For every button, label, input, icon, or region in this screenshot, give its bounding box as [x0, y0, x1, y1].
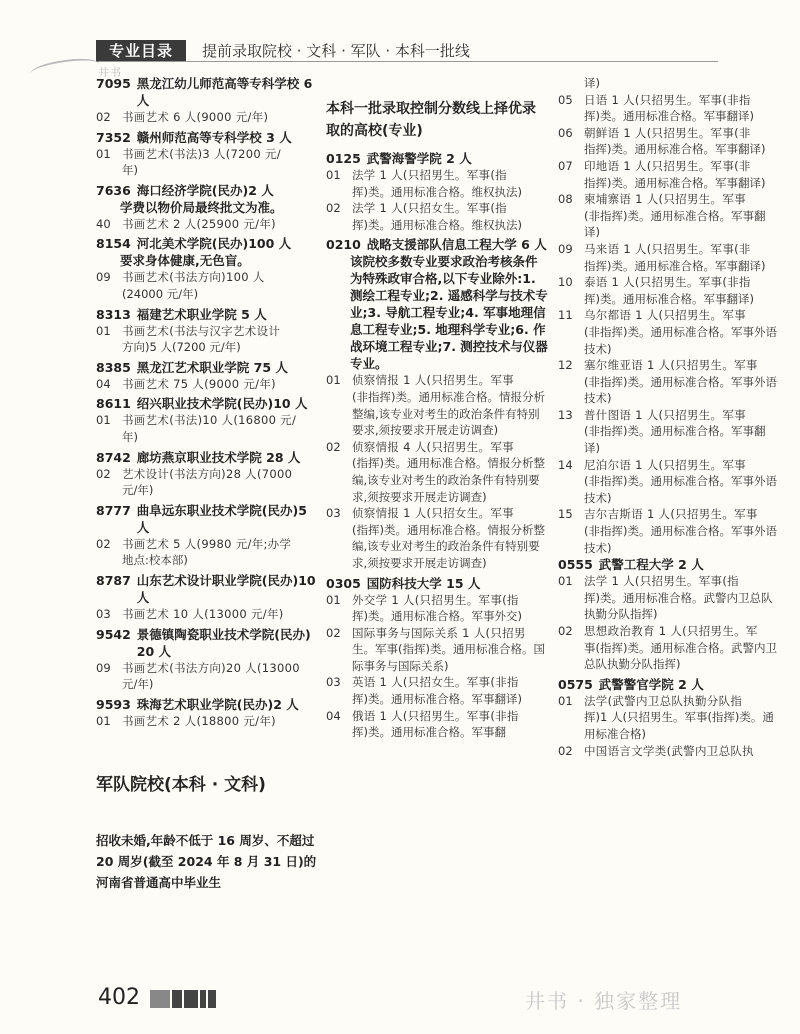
major-text: 书画艺术(书法方向)20 人(13000 — [122, 660, 300, 675]
school-entry — [96, 502, 318, 569]
major-code: 02 — [96, 110, 111, 124]
major-code: 02 — [558, 624, 573, 638]
major-code: 03 — [326, 675, 341, 690]
school-heading — [96, 696, 318, 713]
school-heading — [96, 306, 318, 323]
major-text-cont: 指挥)类。通用标准合格。军事翻译) — [584, 258, 766, 273]
major-item — [558, 743, 780, 760]
major-text: 侦察情报 1 人(只招男生。军事 — [352, 373, 514, 388]
major-text: 书画艺术(书法方向)100 人 — [122, 270, 265, 285]
major-list-3 — [558, 92, 780, 557]
major-text-cont: 指挥)类。通用标准合格。军事翻译) — [584, 142, 766, 157]
major-code: 02 — [96, 466, 111, 481]
school-code: 8742 — [96, 449, 131, 465]
major-text: 日语 1 人(只招男生。军事(非指 — [584, 92, 751, 107]
major-text: 法学(武警内卫总队执勤分队指 — [584, 693, 743, 708]
major-text-cont: 方向)5 人(7200 元/年) — [122, 340, 241, 355]
major-item — [558, 357, 780, 374]
major-text: 国际事务与国际关系 1 人(只招男 — [352, 625, 526, 640]
school-name: 景德镇陶瓷职业技术学院(民办) 20 人 — [136, 626, 311, 659]
major-text: 书画艺术 10 人(13000 元/年) — [122, 606, 284, 621]
school-entry — [326, 236, 548, 571]
school-note: 要求身体健康,无色盲。 — [120, 253, 250, 269]
military-section-desc: 招收未婚,年龄不低于 16 周岁、不超过 20 周岁(截至 2024 年 8 月 31 日)的河南省普通高中毕业生 — [96, 833, 317, 891]
major-code: 13 — [558, 407, 573, 422]
major-text-cont: 年) — [122, 429, 138, 444]
school-heading — [96, 449, 318, 466]
school-heading — [326, 236, 548, 253]
major-code: 09 — [558, 241, 573, 256]
school-entry — [326, 150, 548, 233]
school-code: 9593 — [96, 696, 131, 712]
major-text: 普什图语 1 人(只招男生。军事 — [584, 407, 746, 422]
major-item — [558, 623, 780, 640]
school-code: 8385 — [96, 359, 131, 375]
major-text-cont: 挥)类。通用标准合格。武警内卫总队执勤分队指挥) — [584, 590, 773, 622]
school-name: 黑龙江幼儿师范高等专科学校 6 人 — [136, 76, 313, 108]
major-item — [326, 505, 548, 522]
school-entry — [96, 626, 318, 693]
footer-watermark: 井书 · 独家整理 — [525, 989, 683, 1013]
decorative-swoosh — [29, 55, 101, 83]
school-note: 该院校多数专业要求政治考核条件为特殊政审合格,以下专业除外:1. 测绘工程专业;2. 遥感科学与技术专业;3. 导航工程专业;4. 军事地理信息工程专业;5. 地理科学专业;6. 作战环境工程专业;7. 测控技术与仪器专业。 — [350, 254, 548, 372]
school-heading — [558, 676, 780, 693]
major-text-cont: 挥)1 人(只招男生。军事(指挥)类。通用标准合格) — [584, 710, 774, 741]
major-item — [96, 536, 318, 553]
major-code: 03 — [326, 506, 341, 521]
major-item — [96, 412, 318, 429]
school-name: 武警警官学院 2 人 — [598, 676, 704, 692]
major-text-cont: (非指挥)类。通用标准合格。军事外语技术) — [584, 474, 777, 505]
school-code: 0210 — [326, 237, 361, 253]
major-text-cont: 元/年) — [122, 483, 154, 498]
major-text: 书画艺术 75 人(9000 元/年) — [122, 376, 276, 391]
school-heading — [96, 572, 318, 606]
major-code: 11 — [558, 308, 573, 323]
page-number: 402 — [98, 985, 140, 1010]
continued-text: 译) — [584, 76, 600, 90]
major-text-cont: 挥)类。通用标准合格。军事翻译) — [584, 109, 754, 124]
major-item — [326, 625, 548, 642]
major-item — [326, 592, 548, 609]
major-item — [558, 92, 780, 109]
major-item — [96, 466, 318, 483]
header-mark: 井书 — [98, 66, 122, 79]
school-heading — [96, 129, 318, 146]
major-code: 01 — [96, 146, 111, 161]
major-item — [558, 307, 780, 324]
school-code: 8313 — [96, 306, 131, 322]
major-item — [96, 606, 318, 623]
major-item — [96, 323, 318, 340]
major-item — [96, 713, 318, 730]
major-text: 书画艺术 2 人(18800 元/年) — [122, 713, 276, 728]
school-code: 8787 — [96, 572, 131, 588]
school-name: 国防科技大学 15 人 — [366, 575, 481, 591]
school-name: 绍兴职业技术学院(民办)10 人 — [136, 396, 308, 412]
school-code: 8777 — [96, 502, 131, 518]
major-code: 01 — [96, 713, 111, 728]
major-item — [326, 200, 548, 217]
major-text: 思想政治教育 1 人(只招男生。军 — [584, 624, 758, 638]
column-2 — [326, 92, 548, 744]
school-name: 福建艺术职业学院 5 人 — [136, 306, 267, 322]
major-text: 尼泊尔语 1 人(只招男生。军事 — [584, 457, 746, 472]
major-code: 12 — [558, 358, 573, 373]
school-heading — [326, 150, 548, 167]
school-entry — [96, 572, 318, 623]
major-text: 书画艺术 2 人(25900 元/年) — [122, 216, 276, 231]
school-heading — [558, 556, 780, 573]
major-text-cont: 生。军事(指挥)类。通用标准合格。国际事务与国际关系) — [352, 642, 545, 673]
header-subtitle: 提前录取院校 · 文科 · 军队 · 本科一批线 — [202, 42, 470, 60]
major-code: 01 — [326, 168, 341, 182]
school-name: 廊坊燕京职业技术学院 28 人 — [136, 449, 301, 465]
school-code: 9542 — [96, 626, 131, 642]
major-item — [96, 376, 318, 393]
major-text: 书画艺术 6 人(9000 元/年) — [122, 110, 269, 124]
major-text-cont: (非指挥)类。通用标准合格。军事外语技术) — [584, 324, 777, 356]
school-name: 河北美术学院(民办)100 人 — [136, 236, 292, 252]
major-code: 10 — [558, 275, 573, 290]
major-text-cont: 地点:校本部) — [122, 553, 188, 568]
school-entry — [96, 182, 318, 233]
major-code: 09 — [96, 270, 111, 285]
major-code: 01 — [326, 592, 341, 607]
major-text: 法学 1 人(只招男生。军事(指 — [584, 574, 739, 589]
major-text-cont: (指挥)类。通用标准合格。情报分析整编,该专业对考生的政治条件有特别要求,须按要求开展走访调查) — [352, 522, 545, 570]
major-item — [326, 674, 548, 691]
major-text: 中国语言文学类(武警内卫总队执 — [584, 743, 754, 758]
school-heading — [96, 359, 318, 376]
major-item — [558, 125, 780, 142]
major-code: 03 — [96, 606, 111, 621]
school-name: 武警海警学院 2 人 — [366, 151, 472, 166]
major-text-cont: 指挥)类。通用标准合格。军事翻译) — [584, 175, 766, 190]
major-item — [326, 439, 548, 456]
school-code: 0305 — [326, 575, 361, 591]
section-tab: 专业目录 — [96, 40, 186, 62]
major-text: 侦察情报 4 人(只招男生。军事 — [352, 439, 514, 454]
major-code: 15 — [558, 507, 573, 522]
major-code: 08 — [558, 192, 573, 207]
major-text: 书画艺术 5 人(9980 元/年;办学 — [122, 536, 292, 551]
school-name: 赣州师范高等专科学校 3 人 — [136, 129, 292, 145]
major-text: 马来语 1 人(只招男生。军事(非 — [584, 241, 751, 256]
school-entry — [558, 676, 780, 759]
school-name: 山东艺术设计职业学院(民办)10 人 — [136, 572, 316, 605]
page-number-bars — [150, 990, 216, 1008]
school-entry — [96, 235, 318, 302]
school-entry — [96, 696, 318, 730]
major-text-cont: (指挥)类。通用标准合格。情报分析整编,该专业对考生的政治条件有特别要求,须按要求开展走访调查) — [352, 456, 545, 504]
major-text: 柬埔寨语 1 人(只招男生。军事 — [584, 192, 746, 207]
major-text-cont: (非指挥)类。通用标准合格。情报分析整编,该专业对考生的政治条件有特别要求,须按要求开展走访调查) — [352, 389, 545, 438]
major-item — [558, 274, 780, 291]
major-text-cont: 挥)类。通用标准合格。军事外交) — [352, 609, 522, 624]
major-text-cont: 挥)类。通用标准合格。军事翻 — [352, 725, 506, 740]
major-text: 侦察情报 1 人(只招女生。军事 — [352, 506, 514, 521]
major-text: 塞尔维亚语 1 人(只招男生。军事 — [584, 358, 758, 373]
major-item — [558, 506, 780, 523]
tier1-section-title: 本科一批录取控制分数线上择优录取的高校(专业) — [326, 101, 536, 139]
school-entry — [96, 75, 318, 126]
major-code: 01 — [96, 323, 111, 338]
school-code: 8611 — [96, 396, 131, 412]
major-code: 02 — [96, 536, 111, 551]
school-heading — [96, 395, 318, 412]
major-text: 法学 1 人(只招男生。军事(指 — [352, 168, 507, 182]
school-list-3 — [558, 556, 780, 759]
major-item — [96, 660, 318, 677]
major-text: 英语 1 人(只招女生。军事(非指 — [352, 675, 519, 690]
major-item — [558, 191, 780, 208]
school-name: 曲阜远东职业技术学院(民办)5 人 — [136, 502, 307, 535]
major-item — [326, 708, 548, 725]
major-text: 法学 1 人(只招女生。军事(指 — [352, 201, 507, 216]
major-code: 02 — [558, 743, 573, 758]
major-code: 06 — [558, 125, 573, 140]
major-text-cont: (非指挥)类。通用标准合格。军事翻译) — [584, 424, 766, 456]
major-text: 印地语 1 人(只招男生。军事(非 — [584, 158, 751, 173]
major-text: 俄语 1 人(只招男生。军事(非指 — [352, 708, 519, 723]
major-code: 14 — [558, 457, 573, 472]
school-code: 7095 — [96, 76, 131, 91]
column-3 — [558, 75, 780, 762]
school-list-2 — [326, 150, 548, 741]
major-code: 40 — [96, 216, 111, 231]
school-code: 8154 — [96, 236, 131, 252]
school-entry — [326, 575, 548, 741]
school-list-1 — [96, 75, 318, 729]
header-rule — [98, 61, 718, 62]
major-text-cont: (非指挥)类。通用标准合格。军事外语技术) — [584, 524, 777, 555]
major-code: 09 — [96, 660, 111, 675]
major-text-cont: 年) — [122, 163, 138, 178]
major-code: 02 — [326, 201, 341, 216]
major-text-cont: 事(指挥)类。通用标准合格。武警内卫总队执勤分队指挥) — [584, 640, 777, 672]
school-heading — [96, 182, 318, 199]
major-item — [558, 241, 780, 258]
major-item — [96, 109, 318, 126]
school-heading — [96, 626, 318, 660]
major-item — [558, 573, 780, 590]
school-entry — [558, 556, 780, 673]
school-entry — [96, 129, 318, 179]
school-entry — [96, 306, 318, 356]
major-text: 吉尔吉斯语 1 人(只招男生。军事 — [584, 507, 758, 522]
major-text-cont: 挥)类。通用标准合格。军事翻译) — [352, 692, 522, 707]
school-entry — [96, 359, 318, 393]
major-text: 朝鲜语 1 人(只招男生。军事(非 — [584, 125, 751, 140]
major-code: 01 — [558, 574, 573, 589]
major-item — [558, 457, 780, 474]
major-item — [326, 167, 548, 184]
school-name: 珠海艺术职业学院(民办)2 人 — [136, 696, 299, 712]
school-name: 黑龙江艺术职业学院 75 人 — [136, 359, 288, 375]
major-item — [558, 693, 780, 710]
school-heading — [96, 235, 318, 252]
major-text: 乌尔都语 1 人(只招男生。军事 — [584, 308, 746, 323]
major-text-cont: 挥)类。通用标准合格。维权执法) — [352, 217, 522, 232]
major-item — [96, 216, 318, 233]
major-text-cont: 挥)类。通用标准合格。维权执法) — [352, 184, 522, 199]
major-code: 02 — [326, 625, 341, 640]
major-text-cont: 元/年) — [122, 677, 154, 692]
school-name: 海口经济学院(民办)2 人 — [136, 182, 274, 198]
major-text-cont: 挥)类。通用标准合格。军事翻译) — [584, 291, 754, 306]
school-code: 7636 — [96, 182, 131, 198]
school-code: 7352 — [96, 129, 131, 145]
school-name: 战略支援部队信息工程大学 6 人 — [366, 237, 547, 253]
major-text: 外交学 1 人(只招男生。军事(指 — [352, 592, 519, 607]
school-heading — [326, 575, 548, 592]
school-entry — [96, 449, 318, 499]
major-item — [96, 146, 318, 163]
major-code: 01 — [558, 693, 573, 708]
major-text: 书画艺术(书法)10 人(16800 元/ — [122, 413, 297, 428]
school-code: 0125 — [326, 151, 361, 166]
school-name: 武警工程大学 2 人 — [598, 557, 704, 573]
military-section-title: 军队院校(本科 · 文科) — [96, 775, 266, 796]
major-text: 书画艺术(书法与汉字艺术设计 — [122, 323, 281, 338]
school-heading — [96, 75, 318, 109]
major-code: 01 — [96, 413, 111, 428]
major-code: 04 — [326, 708, 341, 723]
major-code: 04 — [96, 376, 111, 391]
school-note: 学费以物价局最终批文为准。 — [120, 199, 283, 215]
major-text-cont: (非指挥)类。通用标准合格。军事翻译) — [584, 208, 766, 240]
major-item — [558, 158, 780, 175]
school-code: 0555 — [558, 557, 593, 573]
major-text-cont: (非指挥)类。通用标准合格。军事外语技术) — [584, 374, 777, 406]
major-text: 艺术设计(书法方向)28 人(7000 — [122, 466, 293, 481]
major-text: 泰语 1 人(只招男生。军事(非指 — [584, 275, 751, 290]
major-code: 07 — [558, 158, 573, 173]
school-heading — [96, 502, 318, 536]
major-code: 05 — [558, 92, 573, 107]
major-text: 书画艺术(书法)3 人(7200 元/ — [122, 146, 281, 161]
major-code: 02 — [326, 439, 341, 454]
school-entry — [96, 395, 318, 445]
major-text-cont: (24000 元/年) — [122, 286, 199, 301]
major-item — [326, 372, 548, 389]
major-code: 01 — [326, 373, 341, 388]
school-code: 0575 — [558, 676, 593, 692]
major-item — [558, 407, 780, 424]
major-item — [96, 269, 318, 286]
column-1 — [96, 75, 318, 893]
